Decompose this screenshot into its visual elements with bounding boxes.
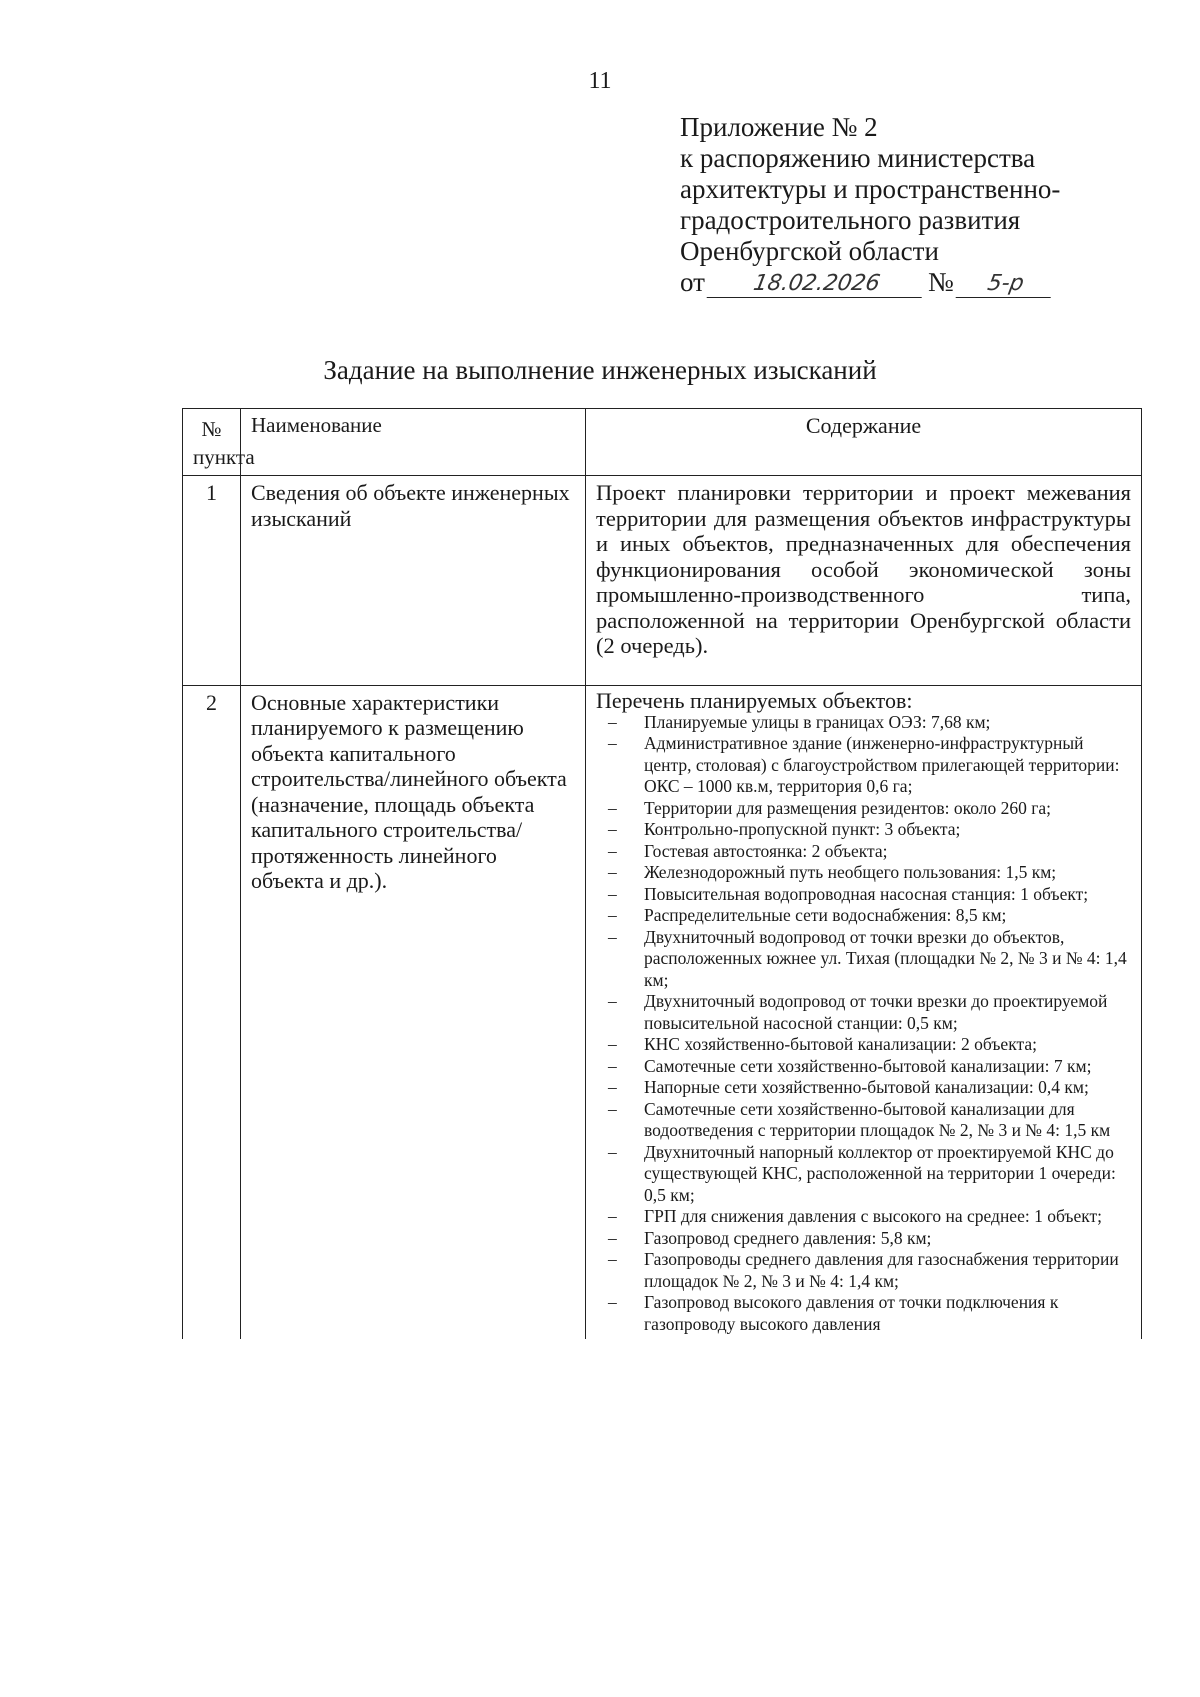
list-item: – Самотечные сети хозяйственно-бытовой канализации для водоотведения с территории площадок № 2, № 3 и № 4: 1,5 км xyxy=(596,1099,1131,1142)
header-name: Наименование xyxy=(241,409,586,476)
appendix-line: архитектуры и пространственно- xyxy=(680,174,1061,204)
list-item: – Газопроводы среднего давления для газоснабжения территории площадок № 2, № 3 и № 4: 1,4 км; xyxy=(596,1249,1131,1292)
row-name-text: Основные характеристики планируемого к размещению объекта капитального строительства/линейного объекта (назначение, площадь объекта капитального строительства/протяженность линейного объекта и др.). xyxy=(251,689,567,893)
list-item: – Повысительная водопроводная насосная станция: 1 объект; xyxy=(596,884,1131,906)
order-date-number-line xyxy=(680,267,1140,298)
header-content: Содержание xyxy=(586,409,1142,476)
appendix-line: Приложение № 2 xyxy=(680,112,878,142)
list-item: – Газопровод среднего давления: 5,8 км; xyxy=(596,1228,1131,1250)
row-content xyxy=(586,685,1142,1339)
list-item: – Двухниточный напорный коллектор от проектируемой КНС до существующей КНС, расположенной на территории 1 очереди: 0,5 км; xyxy=(596,1142,1131,1207)
objects-list-title: Перечень планируемых объектов: xyxy=(596,687,913,713)
page-number: 11 xyxy=(588,68,612,94)
list-item: – Двухниточный водопровод от точки врезки до объектов, расположенных южнее ул. Тихая (площадки № 2, № 3 и № 4: 1,4 км; xyxy=(596,927,1131,992)
table-header-row xyxy=(183,409,1142,476)
appendix-line: градостроительного развития xyxy=(680,205,1021,235)
document-title: Задание на выполнение инженерных изысканий xyxy=(323,355,877,385)
objects-list xyxy=(596,712,1131,1336)
task-table xyxy=(182,408,1142,1339)
list-item: – Газопровод высокого давления от точки подключения к газопроводу высокого давления xyxy=(596,1292,1131,1335)
header-num: № пункта xyxy=(183,409,241,476)
row-content-text: Проект планировки территории и проект межевания территории для размещения объектов инфраструктуры и иных объектов, предназначенных для обеспечения функционирования особой экономической зоны промышленно-производственного типа, расположенной на территории Оренбургской области (2 очередь). xyxy=(596,480,1131,658)
list-item: – Двухниточный водопровод от точки врезки до проектируемой повысительной насосной станции: 0,5 км; xyxy=(596,991,1131,1034)
row-name-text: Сведения об объекте инженерных изысканий xyxy=(251,480,570,531)
list-item: – Распределительные сети водоснабжения: 8,5 км; xyxy=(596,905,1131,927)
appendix-line: Оренбургской области xyxy=(680,236,939,266)
appendix-line: к распоряжению министерства xyxy=(680,143,1036,173)
number-label: № xyxy=(927,267,954,297)
list-item: – Контрольно-пропускной пункт: 3 объекта; xyxy=(596,819,1131,841)
list-item: – Территории для размещения резидентов: около 260 га; xyxy=(596,798,1131,820)
handwritten-date: 18.02.2026 xyxy=(707,271,927,298)
from-label: от xyxy=(680,267,705,297)
list-item: – Железнодорожный путь необщего пользования: 1,5 км; xyxy=(596,862,1131,884)
handwritten-number: 5-р xyxy=(955,271,1055,298)
table-row xyxy=(183,685,1142,1339)
row-name xyxy=(241,685,586,1339)
table-row xyxy=(183,476,1142,686)
list-item: – КНС хозяйственно-бытовой канализации: 2 объекта; xyxy=(596,1034,1131,1056)
list-item: – ГРП для снижения давления с высокого на среднее: 1 объект; xyxy=(596,1206,1131,1228)
row-num: 1 xyxy=(183,476,241,686)
list-item: – Гостевая автостоянка: 2 объекта; xyxy=(596,841,1131,863)
row-content xyxy=(586,476,1142,686)
list-item: – Напорные сети хозяйственно-бытовой канализации: 0,4 км; xyxy=(596,1077,1131,1099)
list-item: – Административное здание (инженерно-инфраструктурный центр, столовая) с благоустройством прилегающей территории: ОКС – 1000 кв.м, территория 0,6 га; xyxy=(596,733,1131,798)
row-num: 2 xyxy=(183,685,241,1339)
appendix-block xyxy=(680,112,1140,298)
list-item: – Самотечные сети хозяйственно-бытовой канализации: 7 км; xyxy=(596,1056,1131,1078)
row-name xyxy=(241,476,586,686)
list-item: – Планируемые улицы в границах ОЭЗ: 7,68 км; xyxy=(596,712,1131,734)
